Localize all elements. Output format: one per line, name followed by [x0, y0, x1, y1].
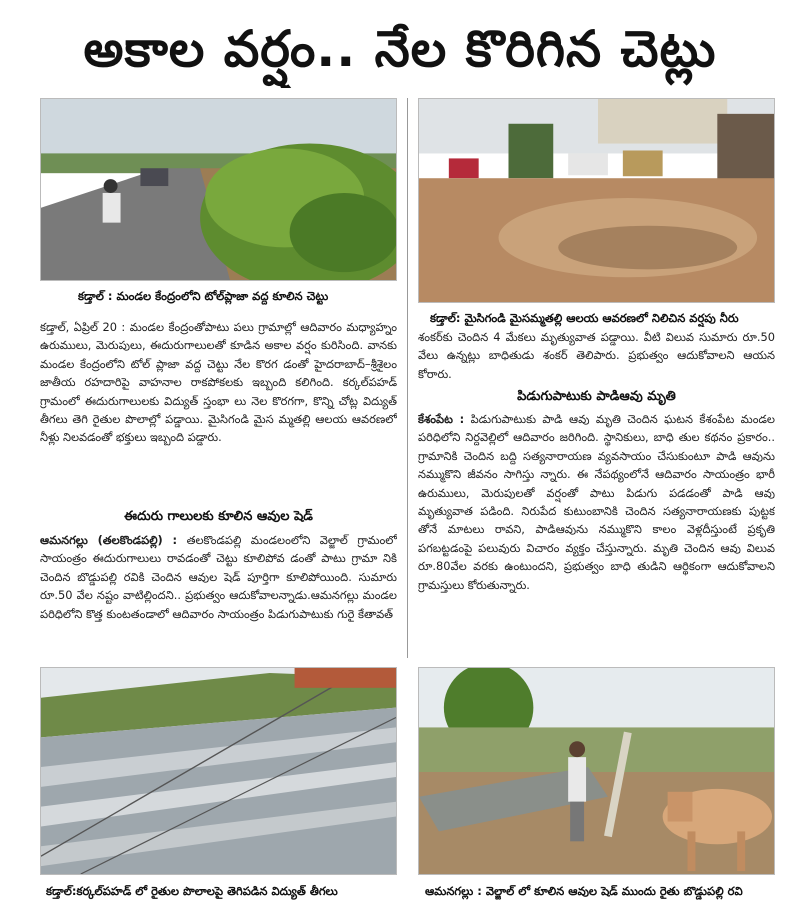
column-divider	[407, 98, 408, 658]
photo-rain-water-caption: కడ్తాల్: మైసిగండి మైసమ్మతల్లి ఆలయ ఆవరణలో నిలిచిన వర్షపు నీరు	[430, 311, 739, 325]
article-shed-body	[40, 531, 397, 661]
photo-rain-water	[418, 98, 775, 303]
article-cow-body	[418, 410, 775, 660]
article-cow-text: పిడుగుపాటుకు పాడి ఆవు మృతి చెందిన ఘటన కేశంపేట మండల పరిధిలోని నిర్దవెల్లిలో ఆదివారం జరిగింది. స్థానికులు, బాధి తుల కథనం ప్రకారం.. గ్రామానికి చెందిన బద్ది సత్యనారాయణ వ్యవసాయం చేసుకుంటూ పాడి ఆవును నమ్ముకొని జీవనం సాగిస్తు న్నారు. ఈ నేపథ్యంలోనే ఆదివారం సాయంత్రం భారీ ఉరుములు, మెరుపులతో వర్షంతో పాటు పిడుగు పడడంతో పాడి ఆవు మృత్యువాత పడింది. నిరుపేద కుటుంబానికి చెందిన సత్యనారాయణకు పుట్టక తోనే మాటలు రావని, పాడిఆవును నమ్ముకొని కాలం వెళ్లదీస్తుంటే ప్రకృతి పగబట్టడంపై పలువురు విచారం వ్యక్తం చేస్తున్నారు. మృతి చెందిన ఆవు విలువ రూ.80వేల వరకు ఉంటుందని, ప్రభుత్వం బాధి తుడిని ఆర్థికంగా ఆదుకోవాలని గ్రామస్తులు కోరుతున్నారు.	[418, 412, 775, 592]
photo-fallen-tree-caption: కడ్తాల్ : మండల కేంద్రంలోని టోల్‌ప్లాజా వద్ద కూలిన చెట్టు	[78, 289, 329, 303]
photo-fallen-tree	[40, 98, 397, 281]
article-cow-dateline: కేశంపేట :	[418, 412, 465, 426]
headline: అకాల వర్షం.. నేల కొరిగిన చెట్లు	[83, 20, 717, 78]
article-goats-body: శంకర్‌కు చెందిన 4 మేకలు మృత్యువాత పడ్డాయి. వీటి విలువ సుమారు రూ.50 వేలు ఉన్నట్లు బాధితుడు శంకర్ తెలిపారు. ప్రభుత్వం ఆదుకోవాలని ఆయన కోరారు.	[418, 330, 775, 381]
article-main-body: కడ్తాల్, ఏప్రిల్ 20 : మండల కేంద్రంతోపాటు పలు గ్రామాల్లో ఆదివారం మధ్యాహ్నం ఉరుములు, మెరుపులు, ఈదురుగాలులతో కూడిన అకాల వర్షం కురిసింది. వానకు మండల కేంద్రంలోని టోల్ ప్లాజా వద్ద చెట్టు నేల కొరగ డంతో హైదరాబాద్–శ్రీశైలం జాతీయ రహదారిపై వాహనాల రాకపోకలకు ఇబ్బంది కలిగింది. కర్కల్‌పహడ్ గ్రామంలో ఈదురుగాలులకు విద్యుత్ స్తంభా లు నెల కొరగగా, కొన్ని చోట్ల విద్యుత్ తీగలు తెగి రైతుల పొలాల్లో పడ్డాయి. మైసిగండి మైస మ్మతల్లి ఆలయ ఆవరణలో నీళ్లు నిలవడంతో భక్తులు ఇబ్బంది పడ్డారు.	[40, 320, 397, 445]
article-cow-title: పిడుగుపాటుకు పాడిఆవు మృతి	[517, 389, 676, 404]
photo-fallen-wires	[40, 667, 397, 875]
article-shed-title: ఈదురు గాలులకు కూలిన ఆవుల షెడ్	[124, 509, 313, 524]
article-shed-text: తలకొండపల్లి మండలంలోని వెల్జాల్ గ్రామంలో సాయంత్రం ఈదురుగాలులు రావడంతో చెట్టు కూలిపోవ డంతో పాటు గ్రామా నికి చెందిన బొడ్డుపల్లి రవికి చెందిన ఆవుల షెడ్ పూర్తిగా కూలిపోయింది. సుమారు రూ.50 వేల నష్టం వాటిల్లిందని.. ప్రభుత్వం ఆదుకోవాలన్నాడు.ఆమనగల్లు మండల పరిధిలోని కొత్త కుంటతండాలో ఆదివారం సాయంత్రం పిడుగుపాటుకు గురై కేతావత్	[40, 533, 397, 621]
photo-collapsed-shed-caption: ఆమనగల్లు : వెల్జాల్ లో కూలిన ఆవుల షెడ్ ముందు రైతు బొడ్డుపల్లి రవి	[425, 884, 743, 898]
article-shed-dateline: ఆమనగల్లు (తలకొండపల్లి) :	[40, 533, 178, 547]
photo-fallen-wires-caption: కడ్తాల్:కర్కల్‌పహడ్ లో రైతుల పొలాలపై తెగిపడిన విద్యుత్ తీగలు	[46, 884, 338, 898]
photo-collapsed-shed	[418, 667, 775, 875]
